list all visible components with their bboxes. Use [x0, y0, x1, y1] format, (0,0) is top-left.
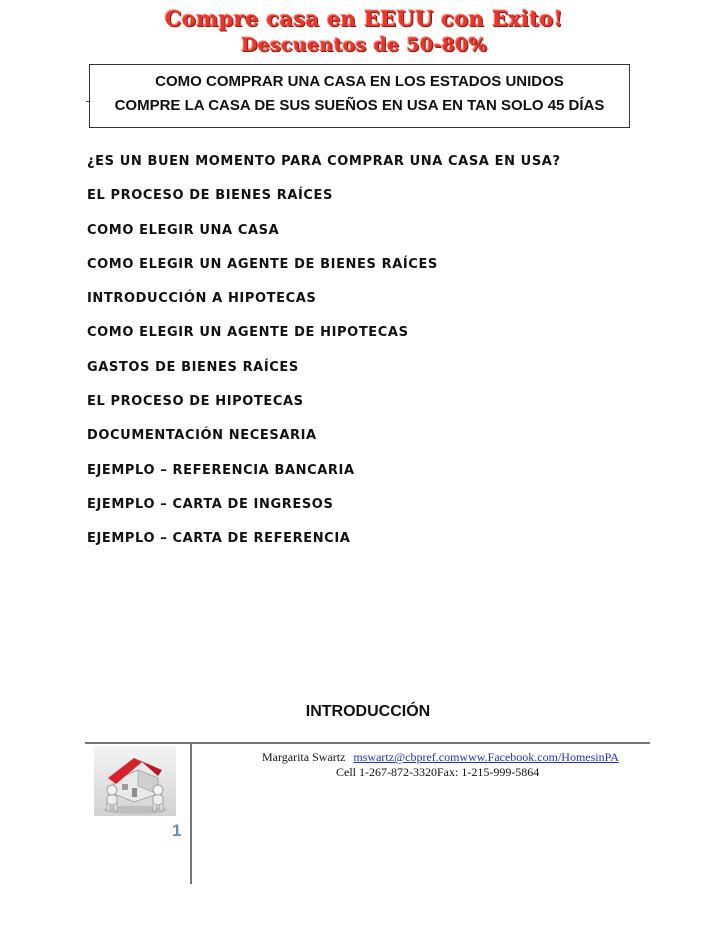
toc-item[interactable]: EL PROCESO DE HIPOTECAS: [87, 394, 304, 410]
banner-subtitle: Descuentos de 50-80%: [240, 34, 488, 56]
title-box: [89, 64, 630, 128]
page-number: 1: [172, 821, 182, 840]
toc-item[interactable]: COMO ELEGIR UN AGENTE DE HIPOTECAS: [87, 325, 409, 341]
email-link[interactable]: mswartz@cbpref.comwww.Facebook.com/HomesinPA: [353, 750, 619, 764]
footer-vertical-divider: [190, 744, 192, 884]
toc-item[interactable]: DOCUMENTACIÓN NECESARIA: [87, 428, 317, 444]
toc-item[interactable]: INTRODUCCIÓN A HIPOTECAS: [87, 291, 317, 307]
table-of-contents: [87, 153, 561, 565]
toc-item[interactable]: EJEMPLO – CARTA DE REFERENCIA: [87, 531, 351, 547]
toc-item[interactable]: ¿ES UN BUEN MOMENTO PARA COMPRAR UNA CASA EN USA?: [87, 154, 561, 169]
toc-item[interactable]: EJEMPLO – REFERENCIA BANCARIA: [87, 462, 355, 478]
title-line-1: COMO COMPRAR UNA CASA EN LOS ESTADOS UNIDOS: [155, 73, 564, 90]
section-heading: INTRODUCCIÓN: [305, 703, 431, 720]
agent-name: Margarita Swartz: [262, 750, 346, 764]
toc-item[interactable]: GASTOS DE BIENES RAÍCES: [87, 359, 299, 375]
title-line-2: COMPRE LA CASA DE SUS SUEÑOS EN USA EN TAN SOLO 45 DÍAS: [114, 97, 605, 114]
banner-title: Compre casa en EEUU con Exito!: [164, 6, 564, 31]
toc-item[interactable]: EL PROCESO DE BIENES RAÍCES: [87, 188, 334, 204]
toc-item[interactable]: COMO ELEGIR UNA CASA: [87, 222, 280, 238]
toc-item[interactable]: COMO ELEGIR UN AGENTE DE BIENES RAÍCES: [87, 256, 438, 272]
house-carriers-icon: [92, 744, 178, 818]
footer-contact: [262, 750, 619, 765]
footer-phones: Cell 1-267-872-3320Fax: 1-215-999-5864: [336, 765, 540, 779]
toc-item[interactable]: EJEMPLO – CARTA DE INGRESOS: [87, 496, 334, 512]
